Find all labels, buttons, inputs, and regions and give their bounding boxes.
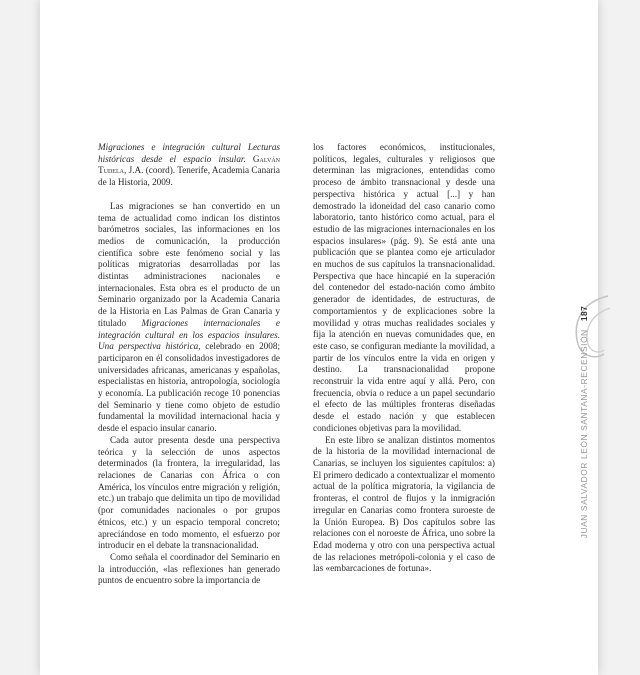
paragraph: Cada autor presenta desde una perspectiva teórica y la selección de unos aspectos determinados (la frontera, la irregularidad, las relaciones de Canarias con África o con América, los vínculos entre migración y religión, etc.) un trabajo que delimita un tipo de movilidad (por comunidades nacionales o por grupos étnicos, etc.) y un espacio temporal concreto; apreciándose en todo momento, el esfuerzo por introducir en el debate la transnacionalidad. xyxy=(98,434,280,551)
book-title: Migraciones e integración cultural Lecturas históricas desde el espacio insular. xyxy=(98,142,280,164)
book-editor: Galván Tudela, J.A. xyxy=(98,153,281,176)
paragraph: En este libro se analizan distintos momentos de la historia de la movilidad internacional de Canarias, se incluyen los siguientes capítulos: a) El primero dedicado a contextualizar el momento actual de la política migratoria, la vigilancia de fronteras, el control de flujos y la inmigración irregular en Canarias como frontera suroeste de la Unión Europea. B) Dos capítulos sobre las relaciones con el noroeste de África, uno sobre la Edad moderna y otro con una perspectiva actual de las relaciones metrópoli-colonia y el caso de las «embarcaciones de fortuna». xyxy=(313,434,495,574)
book-editor-role: (coord). xyxy=(145,165,176,176)
paragraph: los factores económicos, institucionales, políticos, legales, culturales y religiosos que determinan las migraciones, entendidas como proceso de ámbito transnacional y desde una perspectiva histórica y actual [...] y han demostrado la idoneidad del caso canario como laboratorio, tanto histórico como actual, para el estudio de las migraciones internacionales en los espacios insulares» (pág. 9). Se está ante una publicación que se plantea como eje articulador en muchos de sus capítulos la transnacionalidad. Perspectiva que hace hincapié en la superación del contenedor del estado-nación como ámbito generador de identidades, de estructuras, de comportamientos y de explicaciones sobre la movilidad y otras muchas realidades sociales y fija la atención en nuevas comunidades que, en este caso, se configuran mediante la movilidad, a partir de los vínculos entre la vida en origen y destino. La transnacionalidad propone reconstruir la vida entre aquí y allá. Pero, con frecuencia, obvia o reduce a un papel secundario el efecto de las múltiples fronteras diseñadas desde el estado nación y que establecen condiciones objetivas para la movilidad. xyxy=(313,142,495,433)
book-publisher: Tenerife, Academia Canaria de la Historia, 2009. xyxy=(98,165,280,188)
seminar-title: Migraciones internacionales e integración cultural en los espacios insulares. Una perspectiva histórica, xyxy=(98,317,280,352)
running-author: JUAN SALVADOR LEÓN SANTANA-RECENSIÓN xyxy=(579,329,589,539)
paragraph-text: celebrado en 2008; participaron en él consolidados investigadores de universidades africanas, americanas y españolas, especialistas en historia, antropología, sociología y economía. La publicación recoge 10 ponencias del Seminario y tiene como objeto de estudio fundamental la movilidad internacional hacia y desde el espacio insular canario. xyxy=(98,341,280,434)
book-reference xyxy=(98,142,280,189)
page-ornament-icon xyxy=(568,292,614,362)
paragraph-text: Las migraciones se han convertido en un tema de actualidad como indican los distintos barómetros sociales, las informaciones en los medios de comunicación, la producción científica sobre este fenómeno social y las políticas migratorias desarrolladas por las distintas administraciones nacionales e internacionales. Esta obra es el producto de un Seminario organizado por la Academia Canaria de la Historia en Las Palmas de Gran Canaria y titulado xyxy=(98,200,280,328)
page-number: 187 xyxy=(579,305,589,322)
running-header xyxy=(579,306,589,539)
paragraph xyxy=(98,201,280,435)
paragraph: Como señala el coordinador del Seminario en la introducción, «las reflexiones han generado puntos de encuentro sobre la importancia de xyxy=(98,551,280,586)
left-column xyxy=(98,142,280,587)
right-column xyxy=(313,142,495,575)
